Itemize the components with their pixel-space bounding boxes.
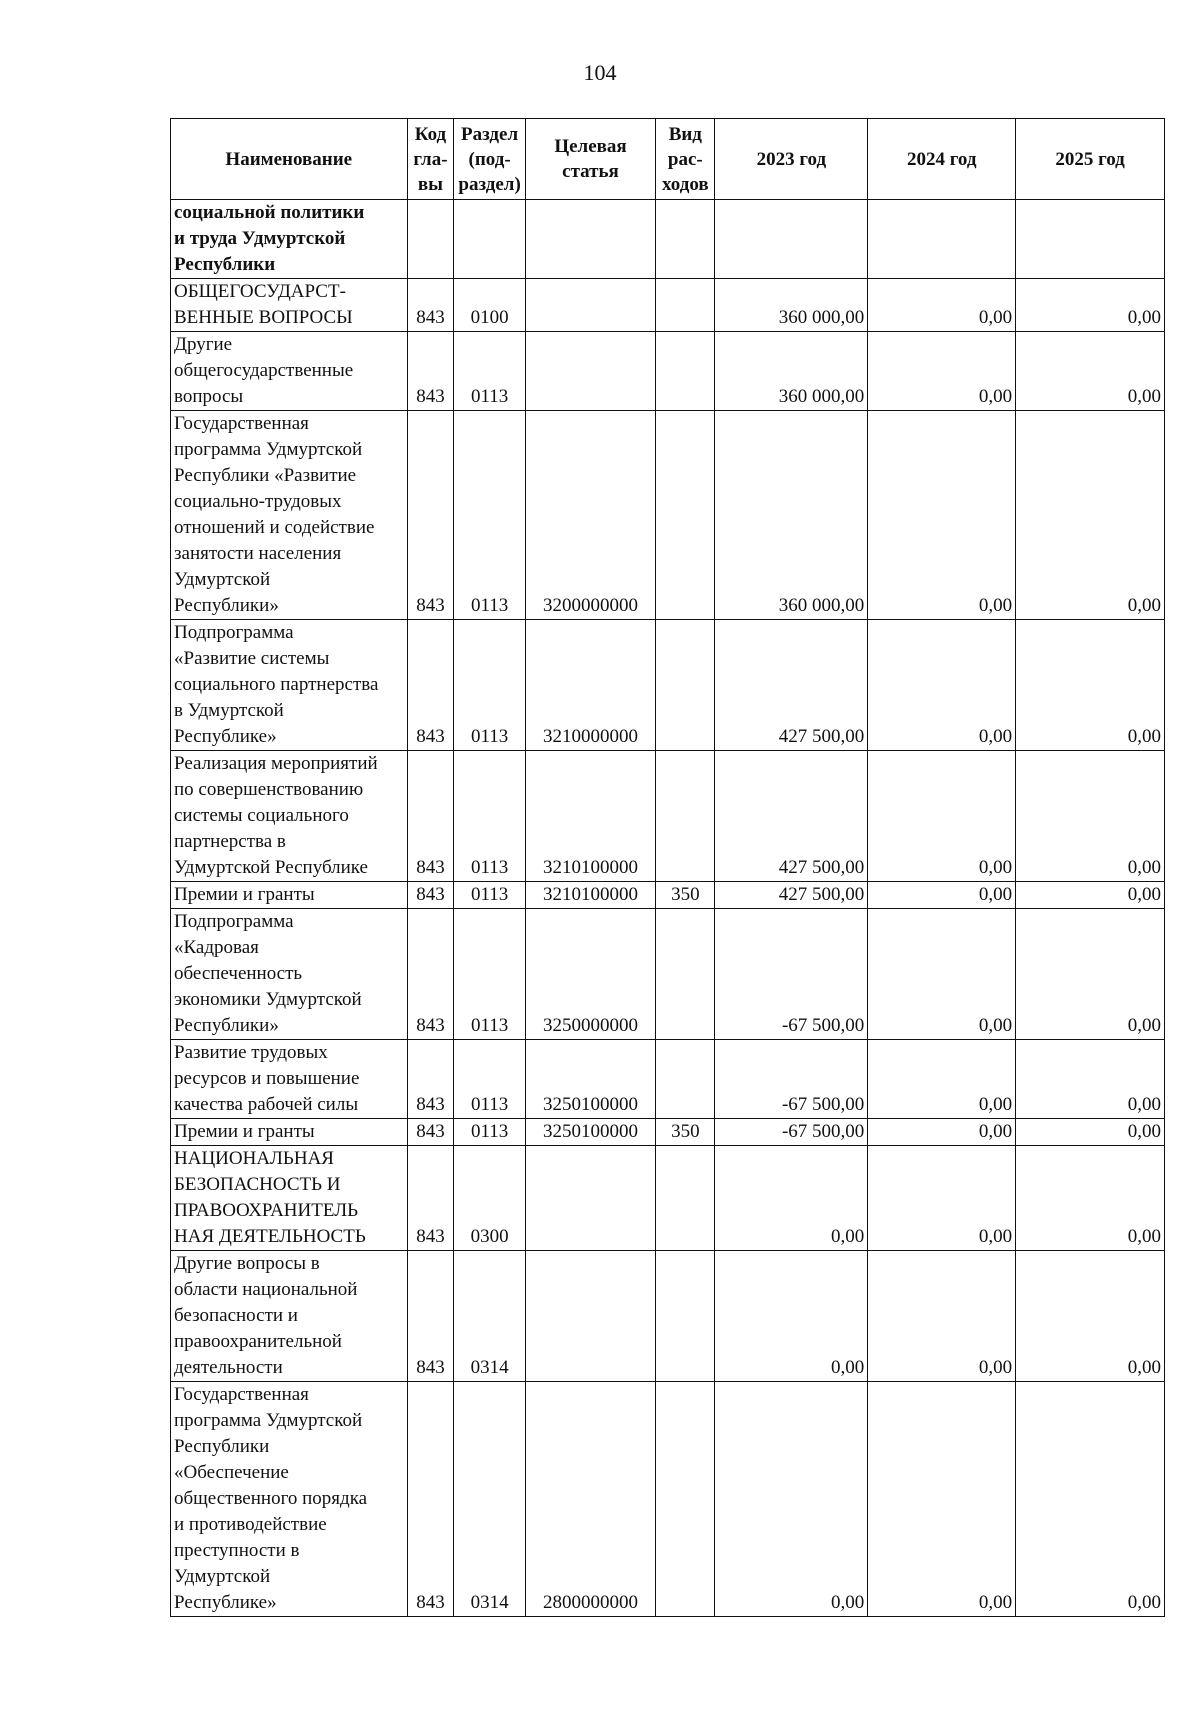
cell-y2023: 427 500,00: [715, 751, 868, 882]
table-row: [171, 1146, 1165, 1251]
cell-y2025: 0,00: [1016, 620, 1165, 751]
table-row: [171, 411, 1165, 620]
cell-target: 3250100000: [525, 1040, 655, 1119]
cell-y2024: 0,00: [868, 1382, 1016, 1617]
cell-y2025: 0,00: [1016, 411, 1165, 620]
cell-chapter: 843: [407, 1040, 454, 1119]
cell-y2023: -67 500,00: [715, 909, 868, 1040]
cell-name: Другие вопросы в области национальной безопасности и правоохранительной деятельности: [171, 1251, 408, 1382]
cell-chapter: 843: [407, 1119, 454, 1146]
cell-section: 0113: [454, 909, 525, 1040]
cell-y2025: 0,00: [1016, 1382, 1165, 1617]
cell-target: 3210100000: [525, 882, 655, 909]
cell-y2024: 0,00: [868, 620, 1016, 751]
cell-section: 0113: [454, 1040, 525, 1119]
budget-table: [170, 118, 1165, 1617]
cell-name: НАЦИОНАЛЬНАЯ БЕЗОПАСНОСТЬ И ПРАВООХРАНИТЕЛЬ НАЯ ДЕЯТЕЛЬНОСТЬ: [171, 1146, 408, 1251]
cell-name: Государственная программа Удмуртской Республики «Обеспечение общественного порядка и противодействие преступности в Удмуртской Республике»: [171, 1382, 408, 1617]
cell-y2023: 0,00: [715, 1146, 868, 1251]
cell-name: Премии и гранты: [171, 882, 408, 909]
cell-y2024: 0,00: [868, 882, 1016, 909]
cell-expense: [656, 1040, 715, 1119]
cell-expense: [656, 1382, 715, 1617]
cell-y2023: 360 000,00: [715, 411, 868, 620]
cell-y2024: [868, 200, 1016, 279]
cell-section: 0113: [454, 332, 525, 411]
cell-y2025: 0,00: [1016, 1251, 1165, 1382]
column-header-target: Целевая статья: [525, 119, 655, 200]
table-row: [171, 1382, 1165, 1617]
cell-section: 0113: [454, 620, 525, 751]
cell-target: [525, 1251, 655, 1382]
cell-expense: 350: [656, 882, 715, 909]
column-header-name: Наименование: [171, 119, 408, 200]
cell-target: [525, 332, 655, 411]
column-header-section: Раздел (под- раздел): [454, 119, 525, 200]
cell-section: 0100: [454, 279, 525, 332]
cell-chapter: 843: [407, 1146, 454, 1251]
cell-y2024: 0,00: [868, 332, 1016, 411]
table-row: [171, 1119, 1165, 1146]
cell-chapter: 843: [407, 411, 454, 620]
table-row: [171, 620, 1165, 751]
cell-y2025: 0,00: [1016, 909, 1165, 1040]
column-header-chapter: Код гла- вы: [407, 119, 454, 200]
cell-y2025: 0,00: [1016, 882, 1165, 909]
cell-name: Другие общегосударственные вопросы: [171, 332, 408, 411]
cell-target: [525, 279, 655, 332]
cell-name: Подпрограмма «Кадровая обеспеченность экономики Удмуртской Республики»: [171, 909, 408, 1040]
table-row: [171, 909, 1165, 1040]
cell-name: Государственная программа Удмуртской Республики «Развитие социально-трудовых отношений и содействие занятости населения Удмуртской Республики»: [171, 411, 408, 620]
cell-chapter: 843: [407, 620, 454, 751]
table-body: [171, 200, 1165, 1617]
cell-name: Премии и гранты: [171, 1119, 408, 1146]
cell-target: 3200000000: [525, 411, 655, 620]
cell-chapter: 843: [407, 279, 454, 332]
cell-y2024: 0,00: [868, 411, 1016, 620]
cell-chapter: 843: [407, 751, 454, 882]
cell-target: 2800000000: [525, 1382, 655, 1617]
cell-y2024: 0,00: [868, 1251, 1016, 1382]
cell-y2025: 0,00: [1016, 751, 1165, 882]
cell-section: [454, 200, 525, 279]
cell-y2023: 427 500,00: [715, 620, 868, 751]
cell-expense: [656, 909, 715, 1040]
cell-chapter: 843: [407, 332, 454, 411]
cell-y2024: 0,00: [868, 909, 1016, 1040]
cell-name: Подпрограмма «Развитие системы социального партнерства в Удмуртской Республике»: [171, 620, 408, 751]
cell-y2023: 427 500,00: [715, 882, 868, 909]
table-row: [171, 279, 1165, 332]
cell-y2024: 0,00: [868, 1040, 1016, 1119]
table-row: [171, 1040, 1165, 1119]
cell-chapter: [407, 200, 454, 279]
column-header-y2025: 2025 год: [1016, 119, 1165, 200]
cell-y2024: 0,00: [868, 1119, 1016, 1146]
cell-expense: 350: [656, 1119, 715, 1146]
cell-expense: [656, 620, 715, 751]
cell-section: 0314: [454, 1251, 525, 1382]
cell-chapter: 843: [407, 909, 454, 1040]
cell-y2023: 0,00: [715, 1382, 868, 1617]
cell-section: 0113: [454, 882, 525, 909]
cell-y2023: 360 000,00: [715, 332, 868, 411]
cell-target: [525, 1146, 655, 1251]
cell-y2024: 0,00: [868, 279, 1016, 332]
cell-chapter: 843: [407, 1382, 454, 1617]
cell-name: Реализация мероприятий по совершенствованию системы социального партнерства в Удмуртской Республике: [171, 751, 408, 882]
cell-y2023: 0,00: [715, 1251, 868, 1382]
cell-y2023: -67 500,00: [715, 1119, 868, 1146]
cell-y2023: [715, 200, 868, 279]
cell-chapter: 843: [407, 1251, 454, 1382]
cell-y2025: 0,00: [1016, 1119, 1165, 1146]
table-row: [171, 751, 1165, 882]
cell-section: 0113: [454, 411, 525, 620]
cell-section: 0314: [454, 1382, 525, 1617]
cell-y2023: -67 500,00: [715, 1040, 868, 1119]
table-row: [171, 332, 1165, 411]
cell-section: 0300: [454, 1146, 525, 1251]
cell-section: 0113: [454, 751, 525, 882]
cell-y2024: 0,00: [868, 1146, 1016, 1251]
cell-y2025: 0,00: [1016, 1040, 1165, 1119]
cell-y2025: [1016, 200, 1165, 279]
cell-expense: [656, 1251, 715, 1382]
column-header-expense: Вид рас- ходов: [656, 119, 715, 200]
table-header-row: [171, 119, 1165, 200]
cell-expense: [656, 332, 715, 411]
table-row: [171, 1251, 1165, 1382]
cell-section: 0113: [454, 1119, 525, 1146]
table-row: [171, 882, 1165, 909]
cell-y2025: 0,00: [1016, 332, 1165, 411]
cell-y2025: 0,00: [1016, 1146, 1165, 1251]
cell-target: [525, 200, 655, 279]
cell-target: 3250100000: [525, 1119, 655, 1146]
cell-chapter: 843: [407, 882, 454, 909]
cell-target: 3250000000: [525, 909, 655, 1040]
cell-expense: [656, 200, 715, 279]
cell-expense: [656, 279, 715, 332]
cell-y2023: 360 000,00: [715, 279, 868, 332]
cell-expense: [656, 751, 715, 882]
page-number: 104: [583, 60, 617, 85]
cell-name: ОБЩЕГОСУДАРСТ- ВЕННЫЕ ВОПРОСЫ: [171, 279, 408, 332]
table-row: [171, 200, 1165, 279]
column-header-y2023: 2023 год: [715, 119, 868, 200]
cell-name: Развитие трудовых ресурсов и повышение качества рабочей силы: [171, 1040, 408, 1119]
cell-target: 3210000000: [525, 620, 655, 751]
column-header-y2024: 2024 год: [868, 119, 1016, 200]
cell-expense: [656, 1146, 715, 1251]
cell-name: социальной политики и труда Удмуртской Республики: [171, 200, 408, 279]
cell-y2024: 0,00: [868, 751, 1016, 882]
cell-y2025: 0,00: [1016, 279, 1165, 332]
cell-target: 3210100000: [525, 751, 655, 882]
cell-expense: [656, 411, 715, 620]
